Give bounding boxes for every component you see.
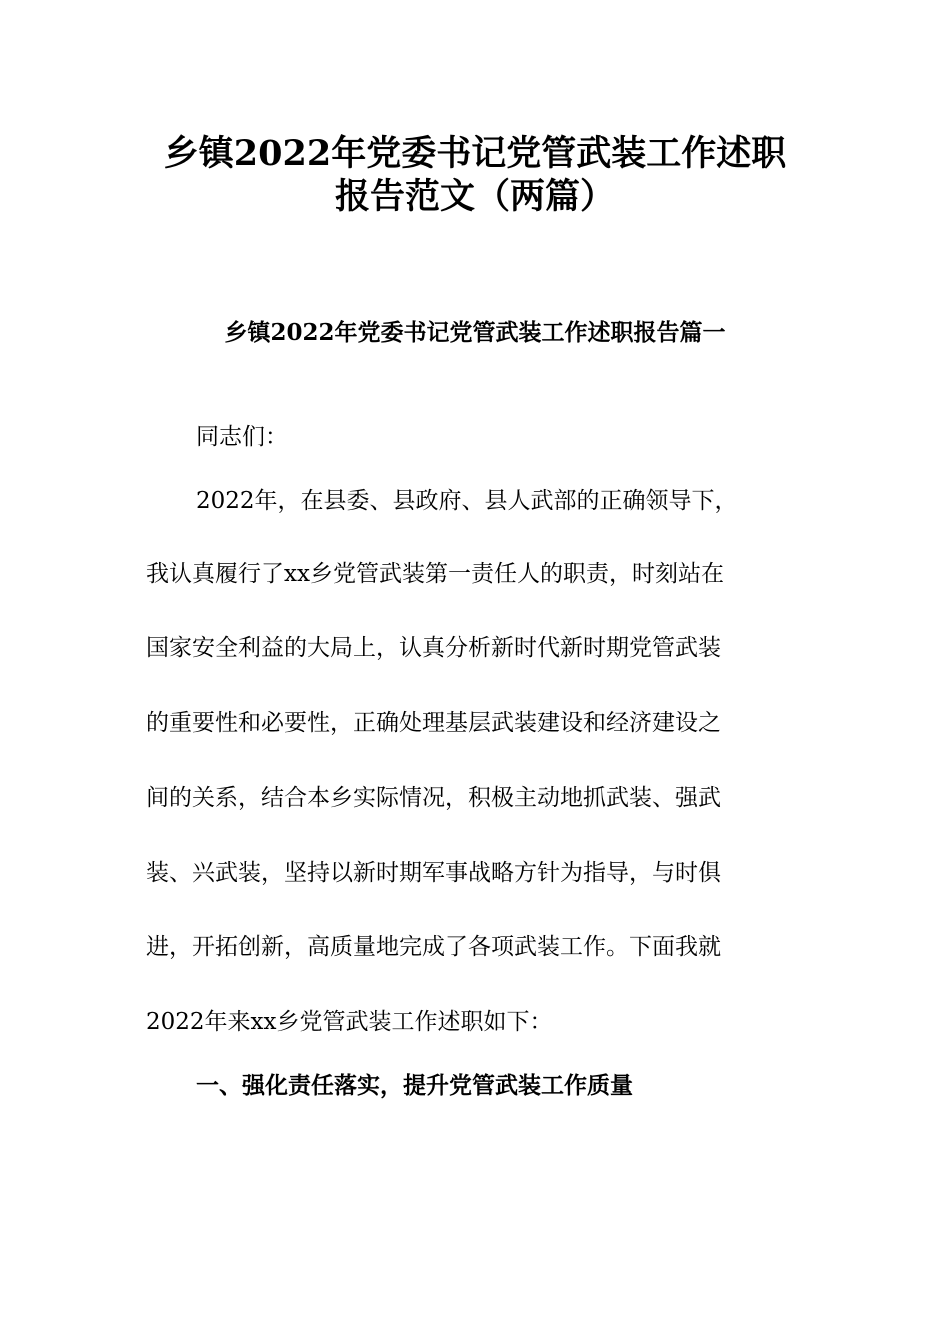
paragraph-line: 我认真履行了xx乡党管武装第一责任人的职责，时刻站在 bbox=[146, 561, 724, 587]
paragraph-line: 间的关系，结合本乡实际情况，积极主动地抓武装、强武 bbox=[146, 785, 721, 811]
document-subtitle: 乡镇2022年党委书记党管武装工作述职报告篇一 bbox=[224, 319, 726, 346]
paragraph-line: 2022年，在县委、县政府、县人武部的正确领导下， bbox=[196, 488, 738, 514]
salutation: 同志们： bbox=[196, 424, 288, 450]
paragraph-line: 的重要性和必要性，正确处理基层武装建设和经济建设之 bbox=[146, 710, 721, 736]
document-title-line-1: 乡镇2022年党委书记党管武装工作述职 bbox=[163, 133, 787, 174]
paragraph-line: 国家安全利益的大局上，认真分析新时代新时期党管武装 bbox=[146, 635, 721, 661]
paragraph-line: 装、兴武装，坚持以新时期军事战略方针为指导，与时俱 bbox=[146, 860, 721, 886]
paragraph-line: 进，开拓创新，高质量地完成了各项武装工作。下面我就 bbox=[146, 934, 721, 960]
document-title-line-2: 报告范文（两篇） bbox=[334, 176, 615, 217]
paragraph-line: 2022年来xx乡党管武装工作述职如下： bbox=[146, 1009, 553, 1035]
section-heading: 一、强化责任落实，提升党管武装工作质量 bbox=[196, 1072, 633, 1099]
